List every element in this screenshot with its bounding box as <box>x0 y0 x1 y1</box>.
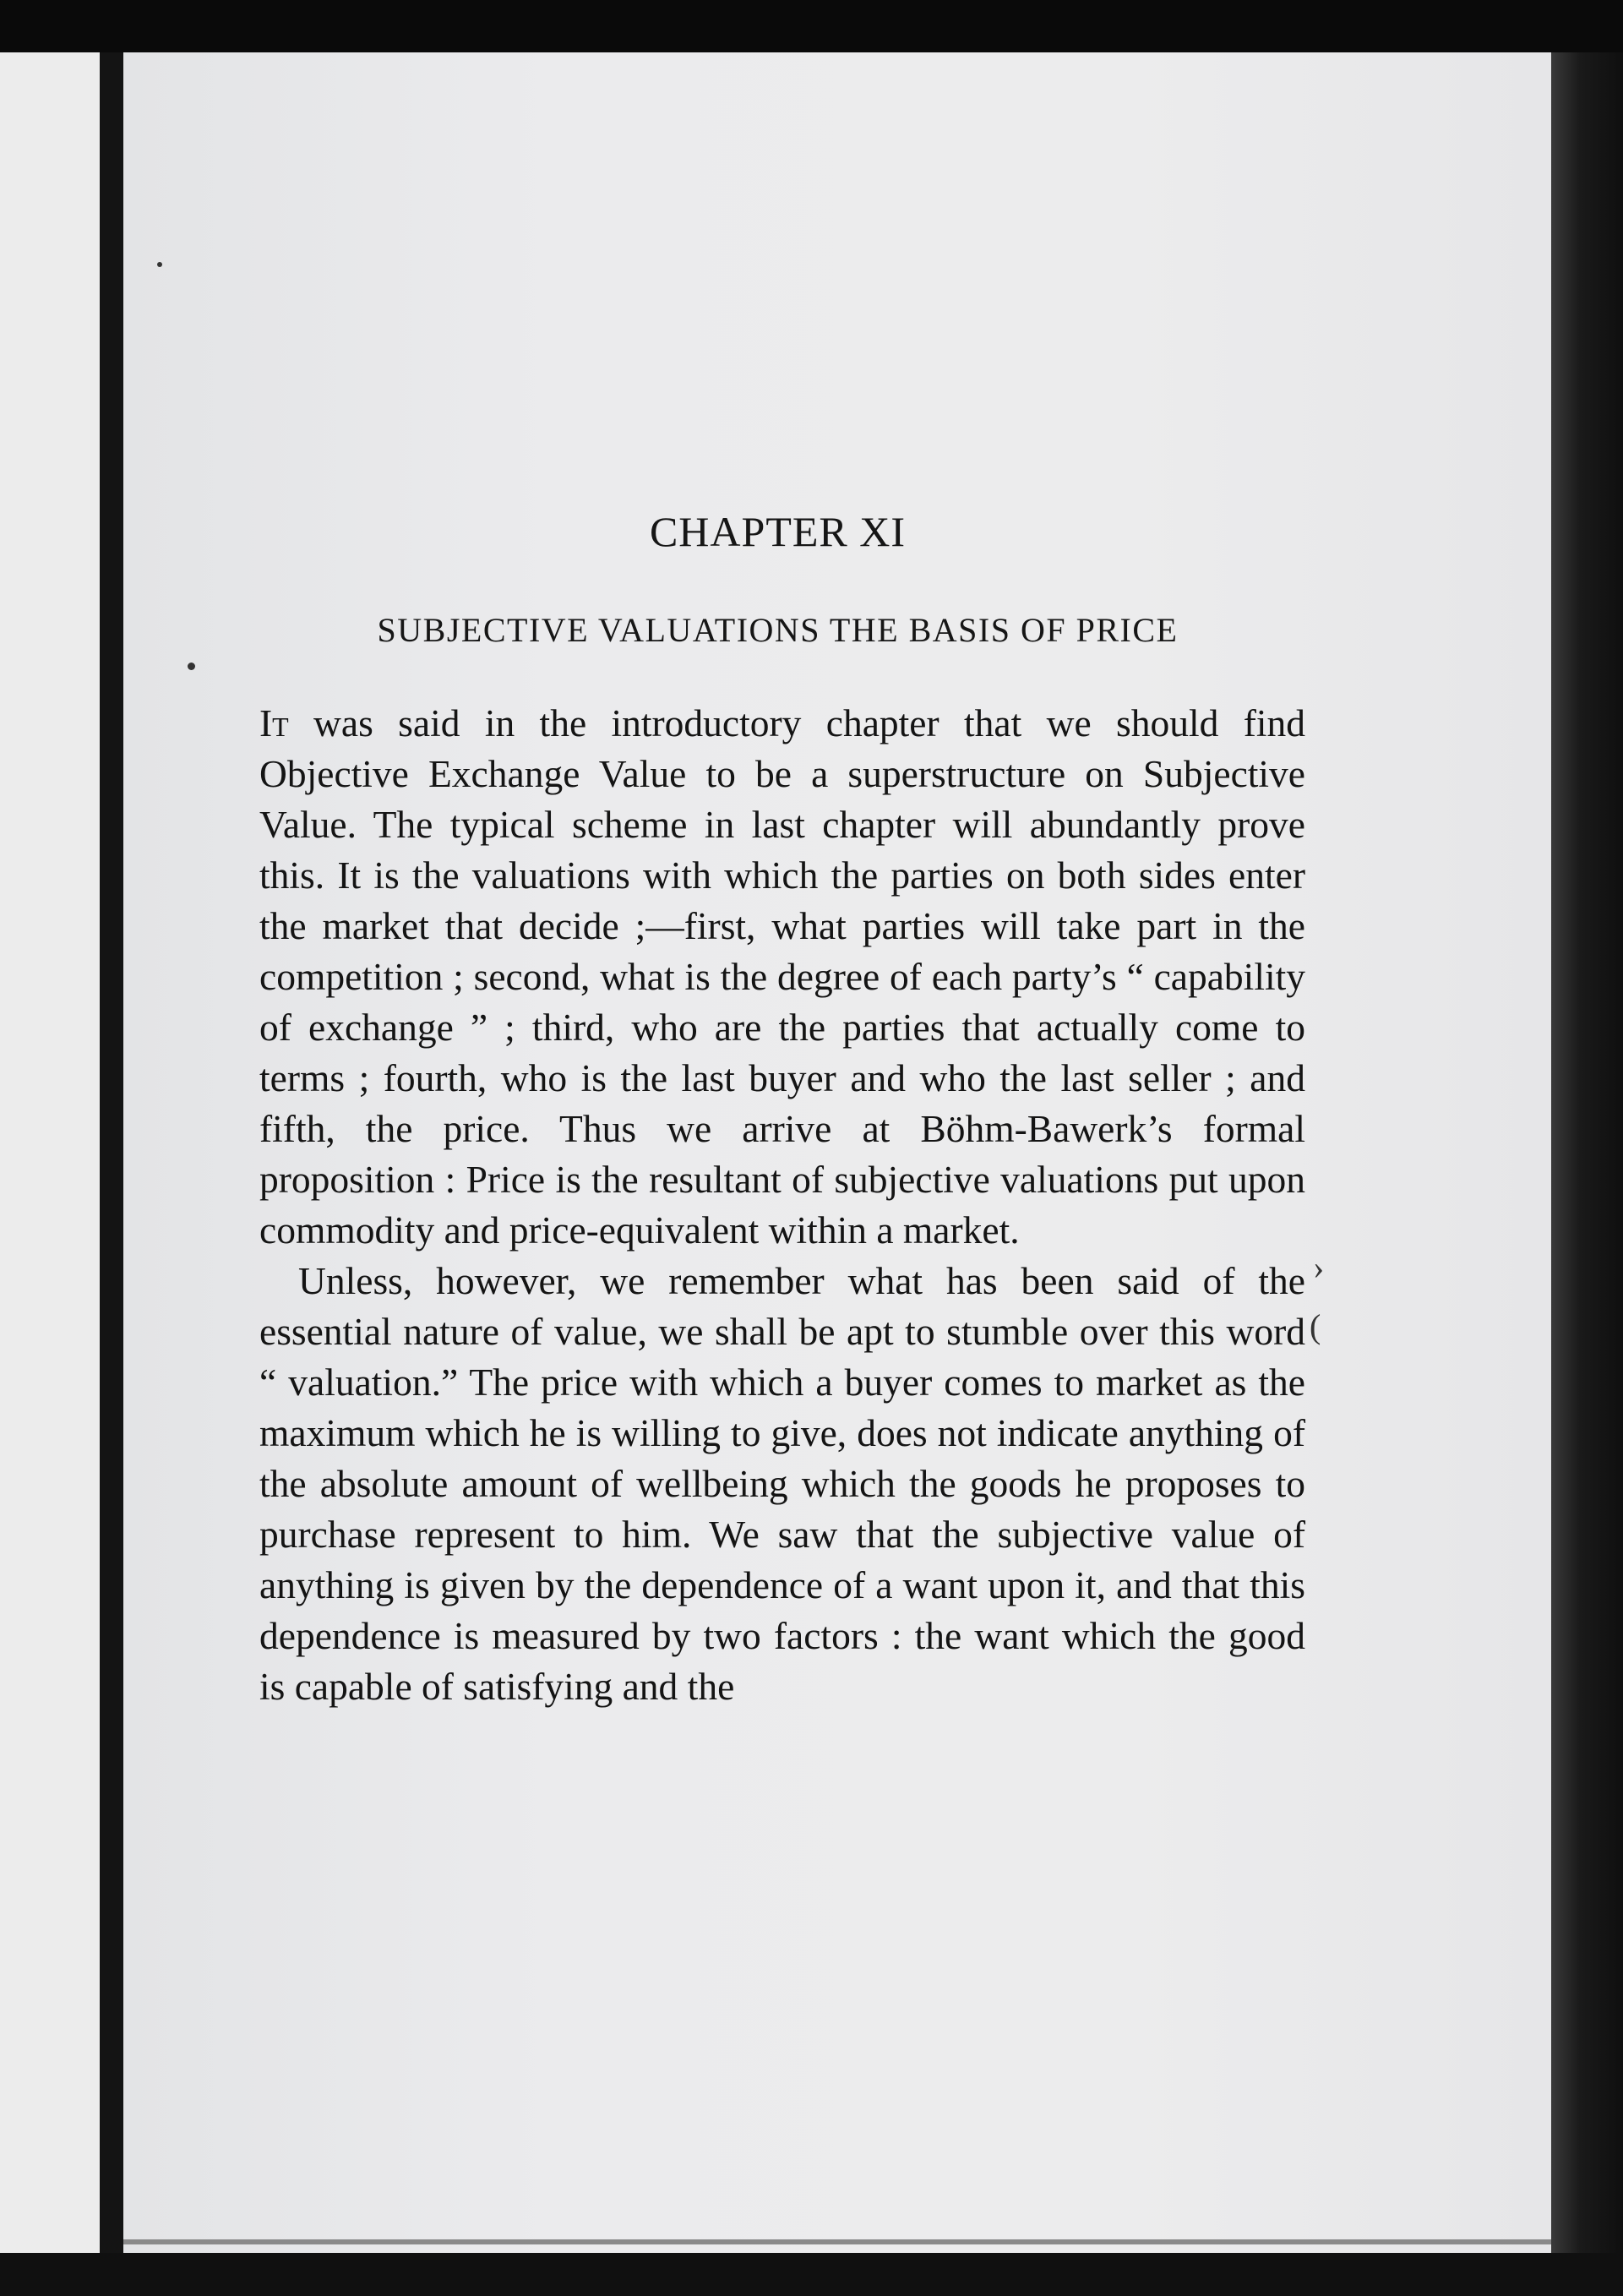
paragraph <box>259 1256 1305 1712</box>
paragraph-text: Unless, however, we remember what has been said of the essential nature of value, we shall be apt to stumble over this word “ valuation.” The price with which a buyer comes to market as the maximum which he is willing to give, does not indicate anything of the absolute amount of wellbeing which the goods he proposes to purchase represent to him. We saw that the subjective value of anything is given by the dependence of a want upon it, and that this dependence is measured by two factors : the want which the good is capable of satisfying and the <box>259 1259 1305 1708</box>
body-text <box>259 698 1305 1712</box>
scan-top-border <box>0 0 1623 52</box>
margin-mark: › <box>1313 1248 1325 1286</box>
page-bottom-edge <box>123 2239 1551 2244</box>
margin-mark: ( <box>1310 1307 1321 1345</box>
speck <box>188 663 195 670</box>
chapter-subtitle: SUBJECTIVE VALUATIONS THE BASIS OF PRICE <box>377 611 1179 649</box>
chapter-title: CHAPTER XI <box>649 508 907 555</box>
scan-bottom-border <box>0 2253 1623 2296</box>
facing-page-margin <box>0 52 100 2258</box>
paragraph-lead: It <box>259 701 289 744</box>
gutter-shadow <box>100 52 123 2258</box>
paragraph <box>259 698 1305 1256</box>
right-page-edge <box>1551 52 1623 2296</box>
paragraph-text: was said in the introductory chapter that we should find Objective Exchange Value to be a superstructure on Subjective Value. The typical scheme in last chapter will abundantly prove this. It is the valuations with which the parties on both sides enter the market that decide ;—first, what parties will take part in the competition ; second, what is the degree of each party’s “ capability of exchange ” ; third, who are the parties that actually come to terms ; fourth, who is the last buyer and who the last seller ; and fifth, the price. Thus we arrive at Böhm-Bawerk’s formal proposition : Price is the resultant of subjective valuations put upon commodity and price-equivalent within a market. <box>259 701 1305 1252</box>
speck <box>157 262 162 267</box>
